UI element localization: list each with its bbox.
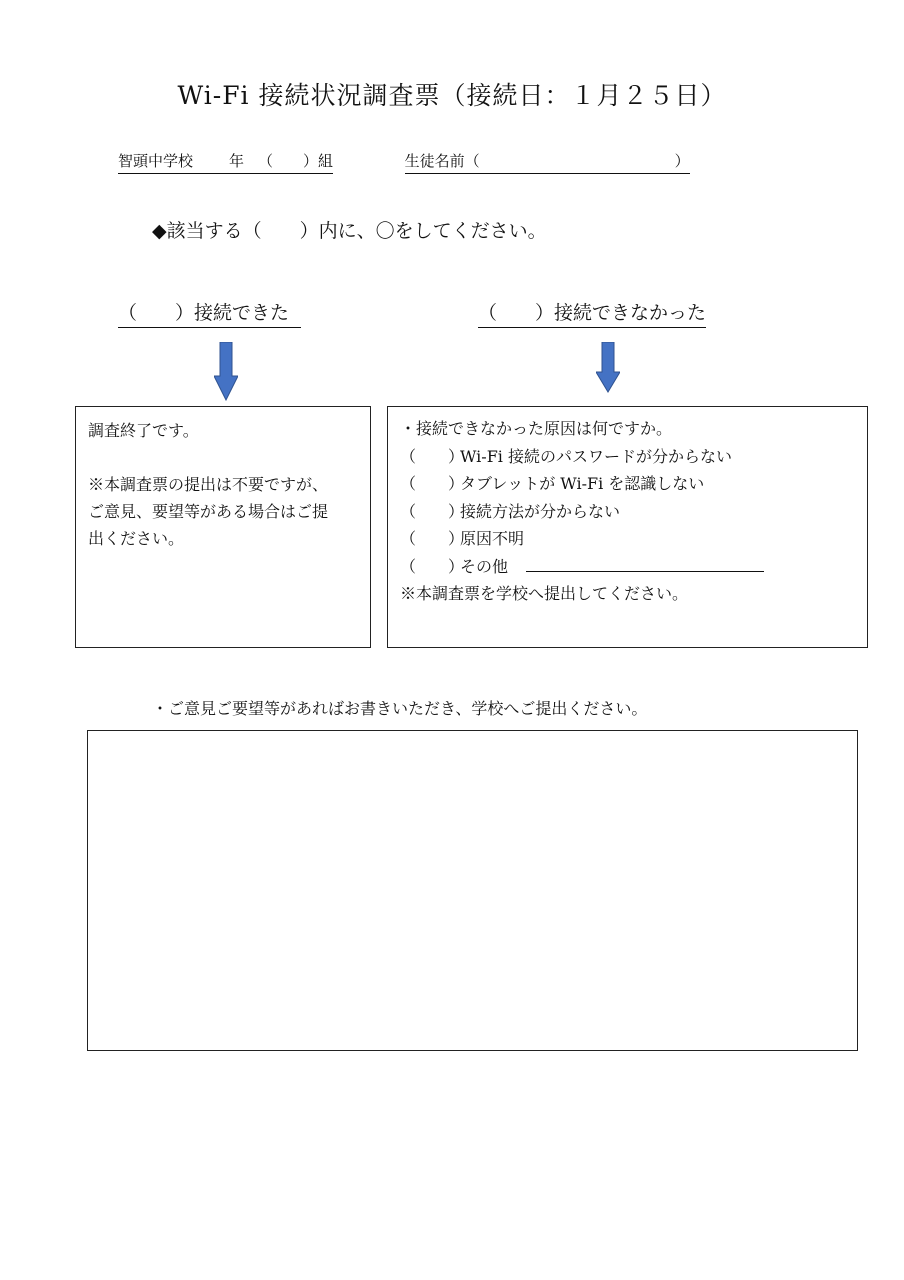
- comment-prompt: ・ご意見ご要望等があればお書きいただき、学校へご提出ください。: [152, 699, 648, 718]
- school-field[interactable]: [118, 150, 333, 174]
- connected-result-box: [75, 406, 371, 648]
- class-field: （ ）組: [258, 152, 334, 170]
- not-connected-reasons-box: [387, 406, 868, 648]
- option-connected[interactable]: [118, 298, 301, 328]
- header-line: [118, 150, 690, 174]
- option-not-connected-label: （ ）接続できなかった: [478, 302, 707, 324]
- note-line: ご意見、要望等がある場合はご提: [88, 502, 329, 521]
- note-line: ※本調査票の提出は不要ですが、: [88, 475, 329, 494]
- reason-question: ・接続できなかった原因は何ですか。: [400, 419, 673, 438]
- student-name-field[interactable]: 生徒名前（ ）: [405, 150, 690, 174]
- reason-item[interactable]: （ ）原因不明: [400, 529, 525, 548]
- option-not-connected[interactable]: [478, 298, 706, 328]
- reason-item-other[interactable]: （ ）その他: [400, 553, 855, 581]
- reason-item[interactable]: （ ）接続方法が分からない: [400, 501, 621, 521]
- arrow-down-icon: [596, 342, 620, 394]
- reason-item[interactable]: （ ）タブレットが Wi-Fi を認識しない: [400, 474, 705, 493]
- reason-item[interactable]: （ ）Wi-Fi 接続のパスワードが分からない: [400, 446, 732, 466]
- school-name: 智頭中学校: [118, 152, 194, 170]
- submit-note: ※本調査票を学校へ提出してください。: [400, 584, 689, 603]
- instruction-text: ◆該当する（ ）内に、〇をしてください。: [152, 220, 547, 242]
- option-connected-label: （ ）接続できた: [118, 302, 290, 324]
- page-title: Wi-Fi 接続状況調査票（接続日：１月２５日）: [177, 81, 727, 110]
- survey-end-text: 調査終了です。: [88, 421, 199, 440]
- comment-textarea[interactable]: [87, 730, 858, 1051]
- year-label: 年: [229, 152, 245, 170]
- other-reason-input[interactable]: [526, 570, 764, 572]
- arrow-down-icon: [214, 342, 238, 402]
- note-line: 出ください。: [88, 529, 185, 548]
